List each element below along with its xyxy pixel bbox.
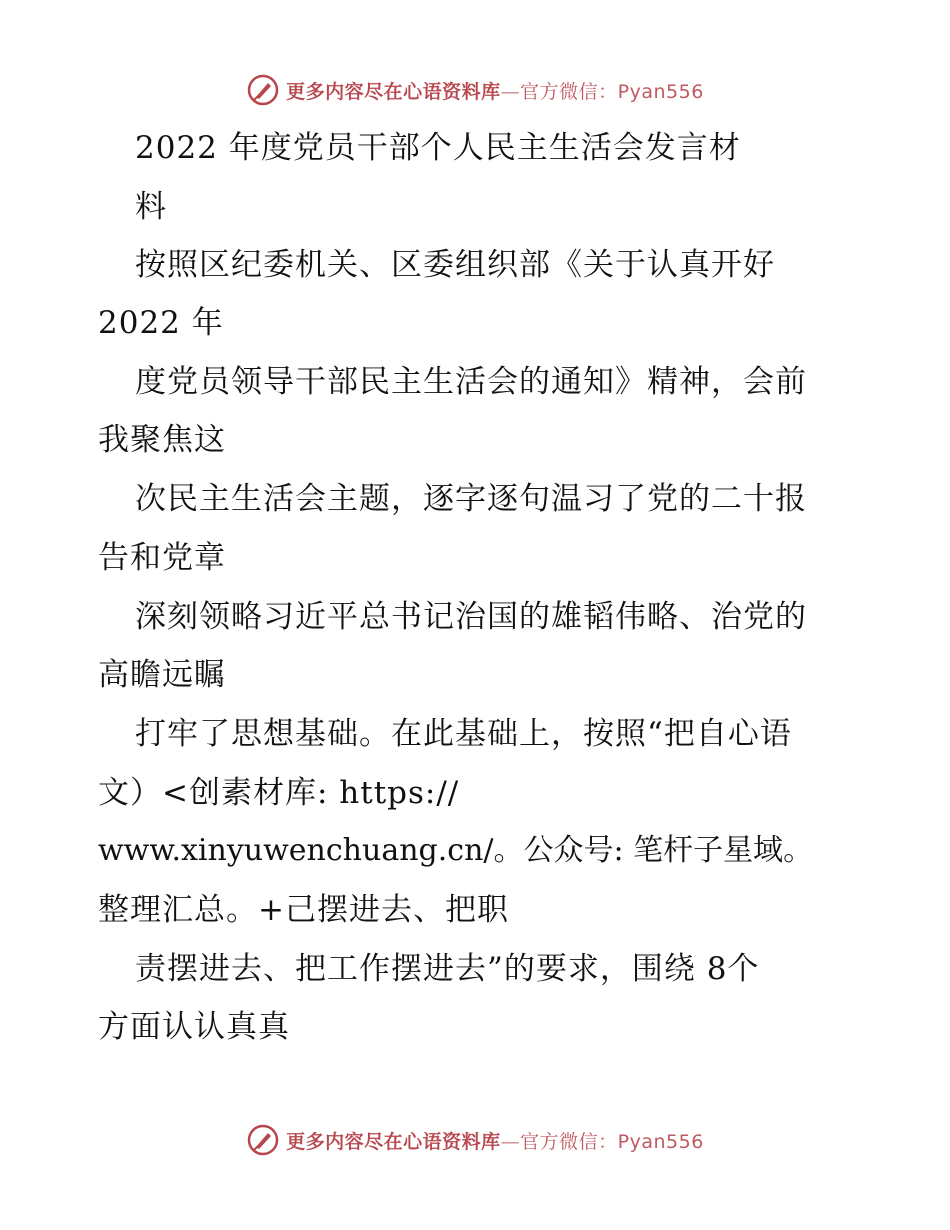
footer-banner-separator: — [500,1130,521,1153]
paragraph-line: 深刻领略习近平总书记治国的雄韬伟略、治党的 [135,599,807,635]
paragraph-line: 方面认认真真 [98,1009,290,1045]
paragraph-line: 打牢了思想基础。在此基础上，按照“把自心语 [135,716,792,752]
paragraph-line: 2022 年 [98,305,224,341]
paragraph-line: 次民主生活会主题，逐字逐句温习了党的二十报 [135,481,807,517]
paragraph-line: 度党员领导干部民主生活会的通知》精神，会前 [135,364,807,400]
footer-banner-contact: 官方微信：Pyan556 [520,1130,704,1153]
paragraph-line: www.xinyuwenchuang.cn/。公众号: 笔杆子星域。 [98,833,814,868]
document-title-line-1: 2022 年度党员干部个人民主生活会发言材 [135,130,741,166]
header-banner-title: 更多内容尽在心语资料库 [286,80,501,103]
header-banner [0,70,950,110]
paragraph-line: 告和党章 [98,540,226,576]
paragraph-line: 按照区纪委机关、区委组织部《关于认真开好 [135,247,775,283]
header-banner-separator: — [500,80,521,103]
quill-logo-icon [246,1123,280,1157]
footer-banner-title: 更多内容尽在心语资料库 [286,1130,501,1153]
paragraph-line: 高瞻远瞩 [98,657,226,693]
paragraph-line: 我聚焦这 [98,422,226,458]
paragraph-line: 文）<创素材库: https:// [98,775,460,811]
document-title-line-2: 料 [135,189,167,225]
header-banner-contact: 官方微信：Pyan556 [520,80,704,103]
header-banner-text [286,77,704,104]
quill-logo-icon [246,73,280,107]
footer-banner-text [286,1127,704,1154]
paragraph-line: 责摆进去、把工作摆进去”的要求，围绕 8个 [135,951,760,987]
paragraph-line: 整理汇总。+己摆进去、把职 [98,892,509,928]
footer-banner [0,1120,950,1160]
